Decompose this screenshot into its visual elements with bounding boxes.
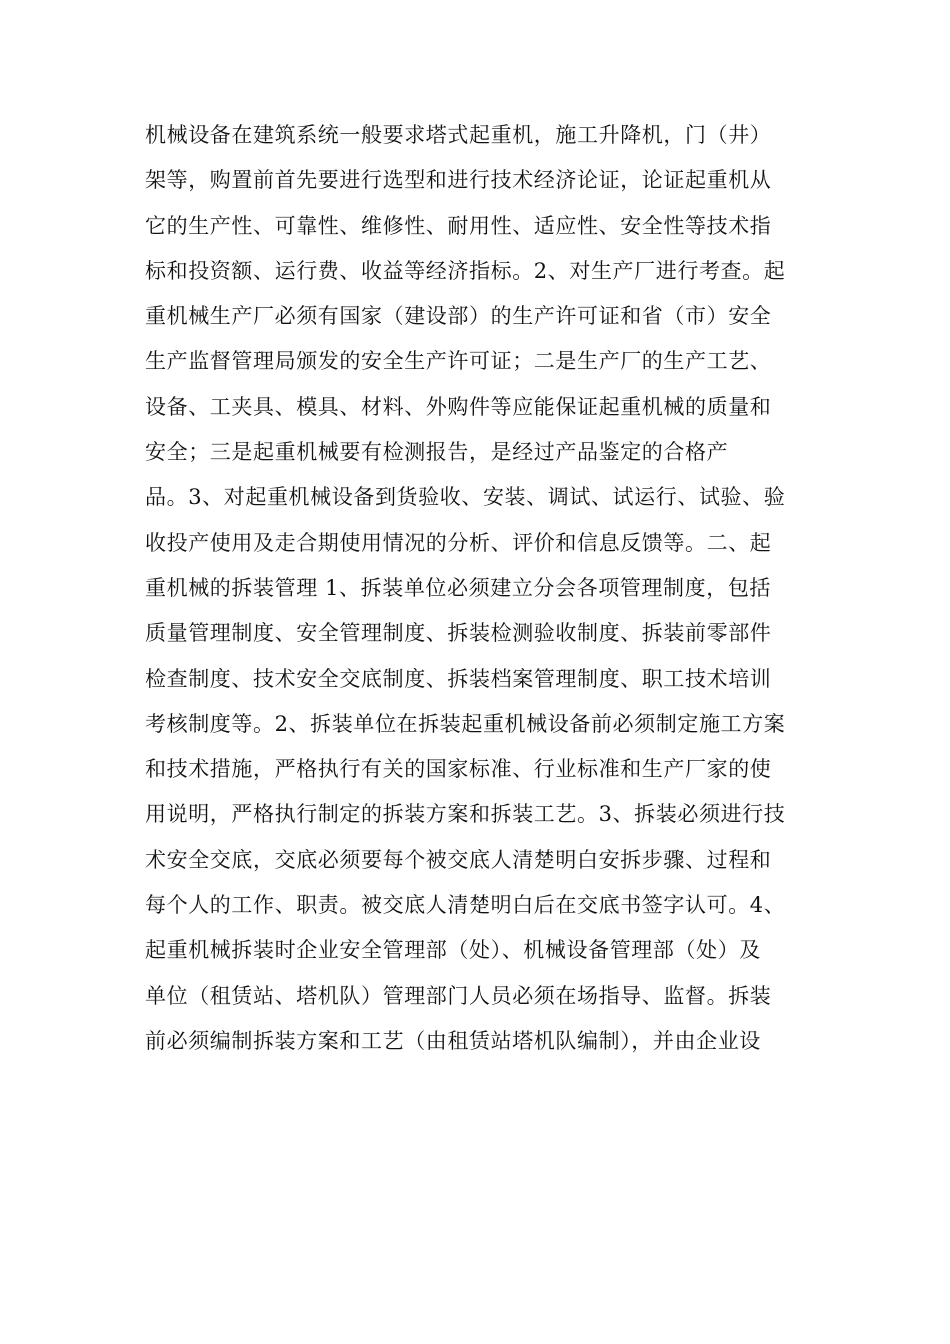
text-line: 安全；三是起重机械要有检测报告，是经过产品鉴定的合格产 [145, 440, 729, 465]
text-line: 品。3、对起重机械设备到货验收、安装、调试、试运行、试验、验 [145, 485, 786, 510]
text-line: 术安全交底，交底必须要每个被交底人清楚明白安拆步骤、过程和 [145, 847, 772, 872]
text-line: 生产监督管理局颁发的安全生产许可证；二是生产厂的生产工艺、 [145, 349, 772, 374]
text-line: 机械设备在建筑系统一般要求塔式起重机，施工升降机，门（井） [145, 123, 772, 147]
text-line: 重机械生产厂必须有国家（建设部）的生产许可证和省（市）安全 [145, 304, 772, 329]
text-line: 用说明，严格执行制定的拆装方案和拆装工艺。3、拆装必须进行技 [145, 802, 786, 827]
text-line: 起重机械拆装时企业安全管理部（处）、机械设备管理部（处）及 [145, 938, 761, 963]
text-line: 收投产使用及走合期使用情况的分析、评价和信息反馈等。二、起 [145, 530, 772, 555]
text-line: 设备、工夹具、模具、材料、外购件等应能保证起重机械的质量和 [145, 394, 772, 419]
text-line: 单位（租赁站、塔机队）管理部门人员必须在场指导、监督。拆装 [145, 983, 772, 1008]
text-line: 检查制度、技术安全交底制度、拆装档案管理制度、职工技术培训 [145, 666, 772, 691]
text-line: 考核制度等。2、拆装单位在拆装起重机械设备前必须制定施工方案 [145, 711, 786, 736]
text-line: 重机械的拆装管理 1、拆装单位必须建立分会各项管理制度，包括 [145, 575, 772, 600]
text-line: 质量管理制度、安全管理制度、拆装检测验收制度、拆装前零部件 [145, 621, 772, 646]
body-text [145, 113, 815, 1064]
text-line: 前必须编制拆装方案和工艺（由租赁站塔机队编制），并由企业设 [145, 1028, 761, 1053]
text-line: 每个人的工作、职责。被交底人清楚明白后在交底书签字认可。4、 [145, 893, 786, 918]
text-line: 标和投资额、运行费、收益等经济指标。2、对生产厂进行考查。起 [145, 258, 786, 283]
text-line: 它的生产性、可靠性、维修性、耐用性、适应性、安全性等技术指 [145, 213, 772, 238]
text-line: 和技术措施，严格执行有关的国家标准、行业标准和生产厂家的使 [145, 757, 772, 782]
text-line: 架等，购置前首先要进行选型和进行技术经济论证，论证起重机从 [145, 168, 772, 193]
